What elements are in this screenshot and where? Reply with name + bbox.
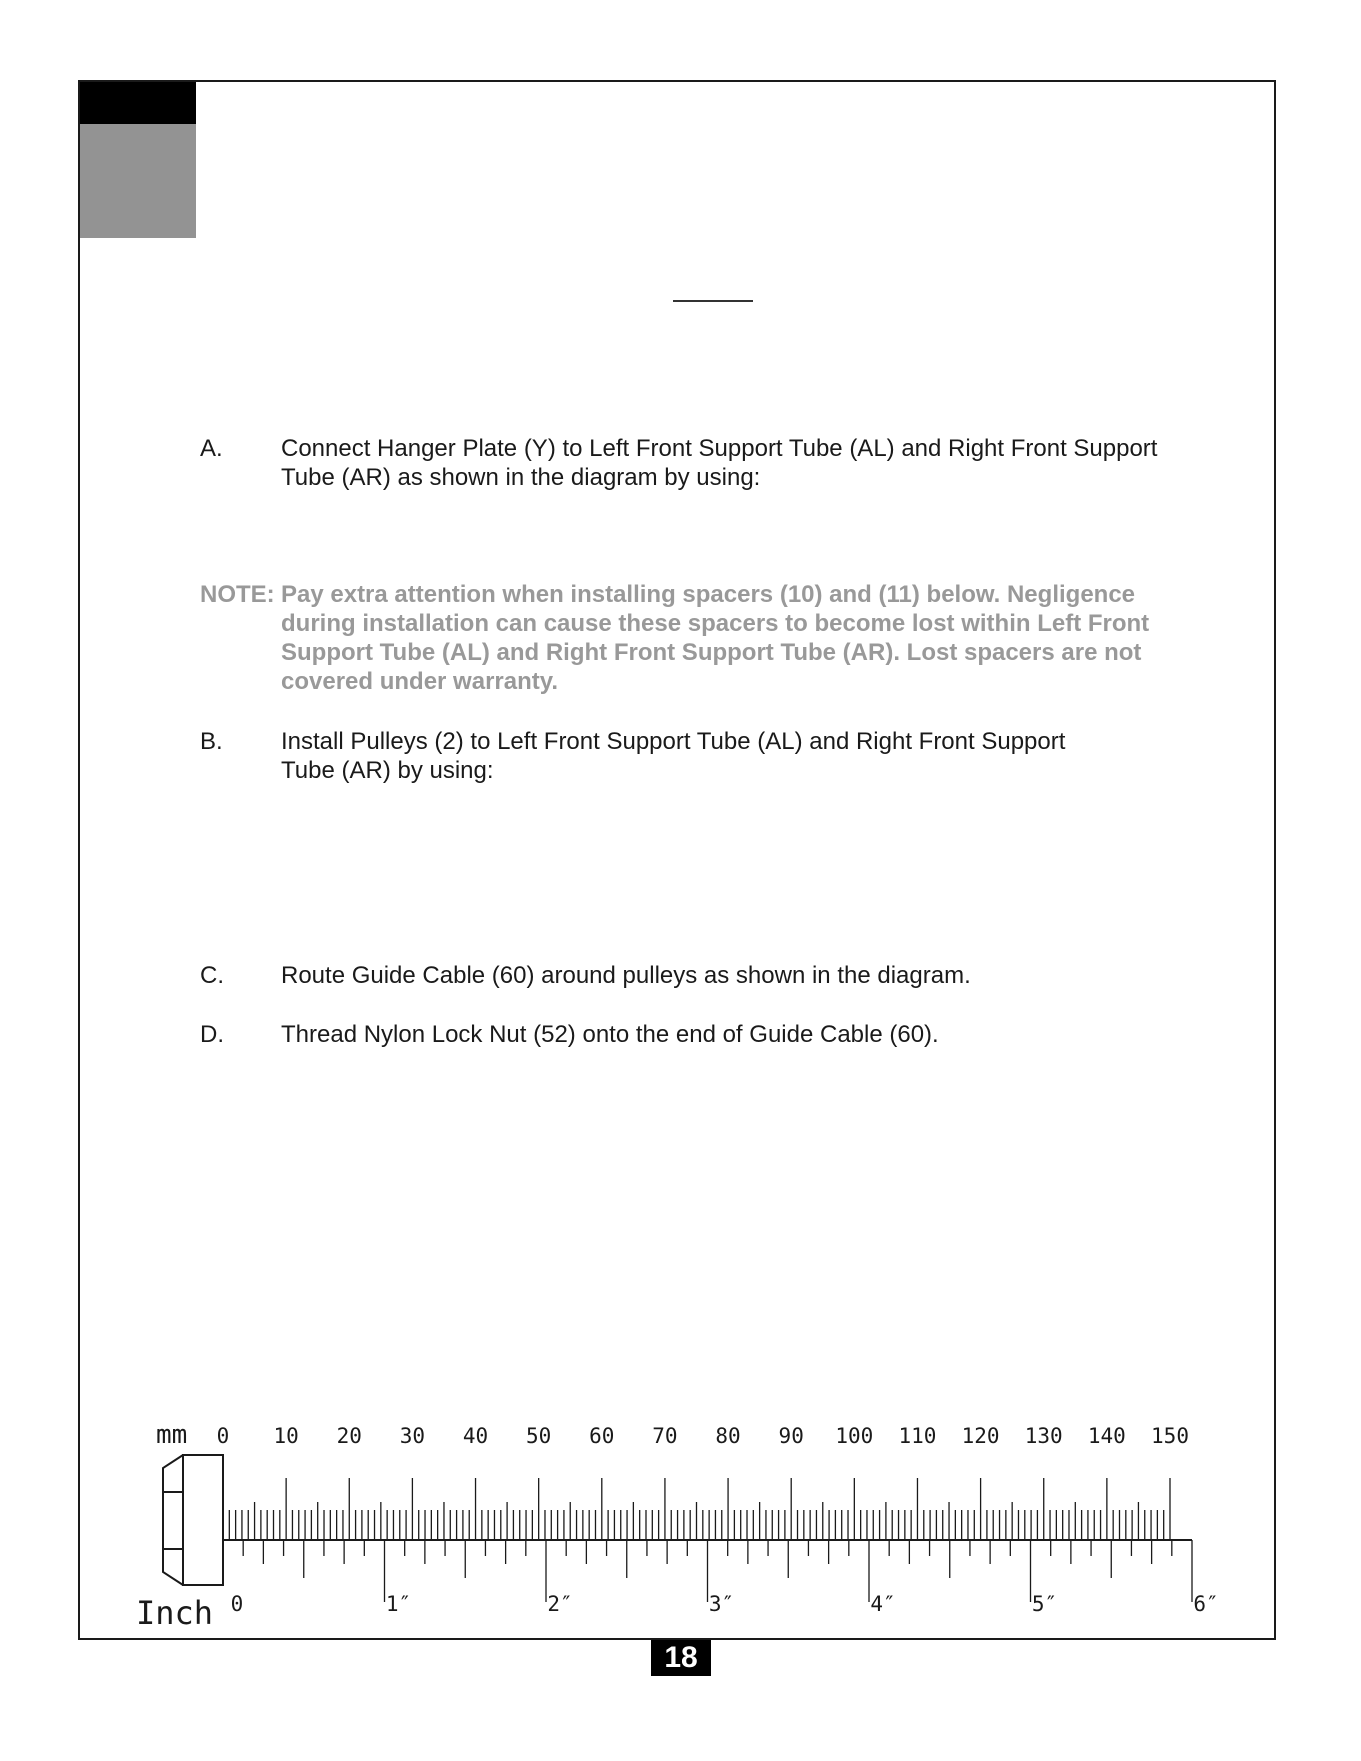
page-frame: [78, 80, 1276, 1640]
section-tab-black: [80, 82, 196, 124]
note-text-line: Support Tube (AL) and Right Front Support Tube (AR). Lost spacers are not: [281, 639, 1142, 666]
mm-tick-label: 100: [835, 1424, 874, 1448]
mm-tick-label: 110: [898, 1424, 937, 1448]
title-underline: [673, 300, 753, 302]
mm-tick-label: 130: [1024, 1424, 1063, 1448]
step-letter: A.: [200, 435, 223, 462]
mm-tick-label: 50: [526, 1424, 552, 1448]
note-label: NOTE:: [200, 581, 275, 608]
mm-tick-label: 80: [715, 1424, 741, 1448]
mm-tick-label: 90: [778, 1424, 804, 1448]
step-text-line: Install Pulleys (2) to Left Front Support Tube (AL) and Right Front Support: [281, 728, 1066, 755]
step-letter: D.: [200, 1021, 224, 1048]
step-text-line: Route Guide Cable (60) around pulleys as shown in the diagram.: [281, 962, 971, 989]
mm-tick-labels: [217, 1424, 1189, 1448]
step-text-line: Connect Hanger Plate (Y) to Left Front Support Tube (AL) and Right Front Support: [281, 435, 1158, 462]
mm-tick-label: 40: [462, 1424, 489, 1448]
step-text-line: Tube (AR) by using:: [281, 757, 494, 784]
mm-tick-label: 120: [961, 1424, 1000, 1448]
inch-tick-label: 0: [230, 1592, 244, 1616]
section-tab-gray: [80, 124, 196, 238]
inch-tick-label: 6″: [1193, 1592, 1219, 1616]
inch-tick-label: 2″: [547, 1592, 573, 1616]
ruler-mm-label: mm: [156, 1420, 188, 1450]
note-text-line: during installation can cause these spacers to become lost within Left Front: [281, 610, 1150, 637]
mm-tick-label: 70: [652, 1424, 678, 1448]
inch-tick-label: 3″: [708, 1592, 735, 1616]
inch-tick-label: 5″: [1031, 1592, 1058, 1616]
measurement-ruler: [120, 1410, 1240, 1635]
inch-tick-label: 1″: [385, 1592, 412, 1616]
note-text-line: covered under warranty.: [281, 668, 558, 695]
step-text-line: Tube (AR) as shown in the diagram by using:: [281, 464, 761, 491]
mm-tick-label: 10: [273, 1424, 299, 1448]
bolt-head-icon: [163, 1455, 223, 1585]
inch-tick-labels: [231, 1592, 1219, 1616]
note-text-line: Pay extra attention when installing spacers (10) and (11) below. Negligence: [281, 581, 1136, 608]
ruler-inch-label: Inch: [136, 1594, 214, 1632]
mm-tick-label: 20: [336, 1424, 362, 1448]
inch-tick-label: 4″: [870, 1592, 896, 1616]
mm-tick-label: 0: [216, 1424, 230, 1448]
mm-tick-label: 30: [399, 1424, 426, 1448]
step-text-line: Thread Nylon Lock Nut (52) onto the end of Guide Cable (60).: [281, 1021, 939, 1048]
ruler-ticks: [223, 1478, 1192, 1602]
step-letter: C.: [200, 962, 224, 989]
page-number: 18: [651, 1640, 711, 1676]
mm-tick-label: 60: [589, 1424, 615, 1448]
mm-tick-label: 140: [1087, 1424, 1126, 1448]
mm-tick-label: 150: [1151, 1424, 1189, 1448]
step-letter: B.: [200, 728, 223, 755]
